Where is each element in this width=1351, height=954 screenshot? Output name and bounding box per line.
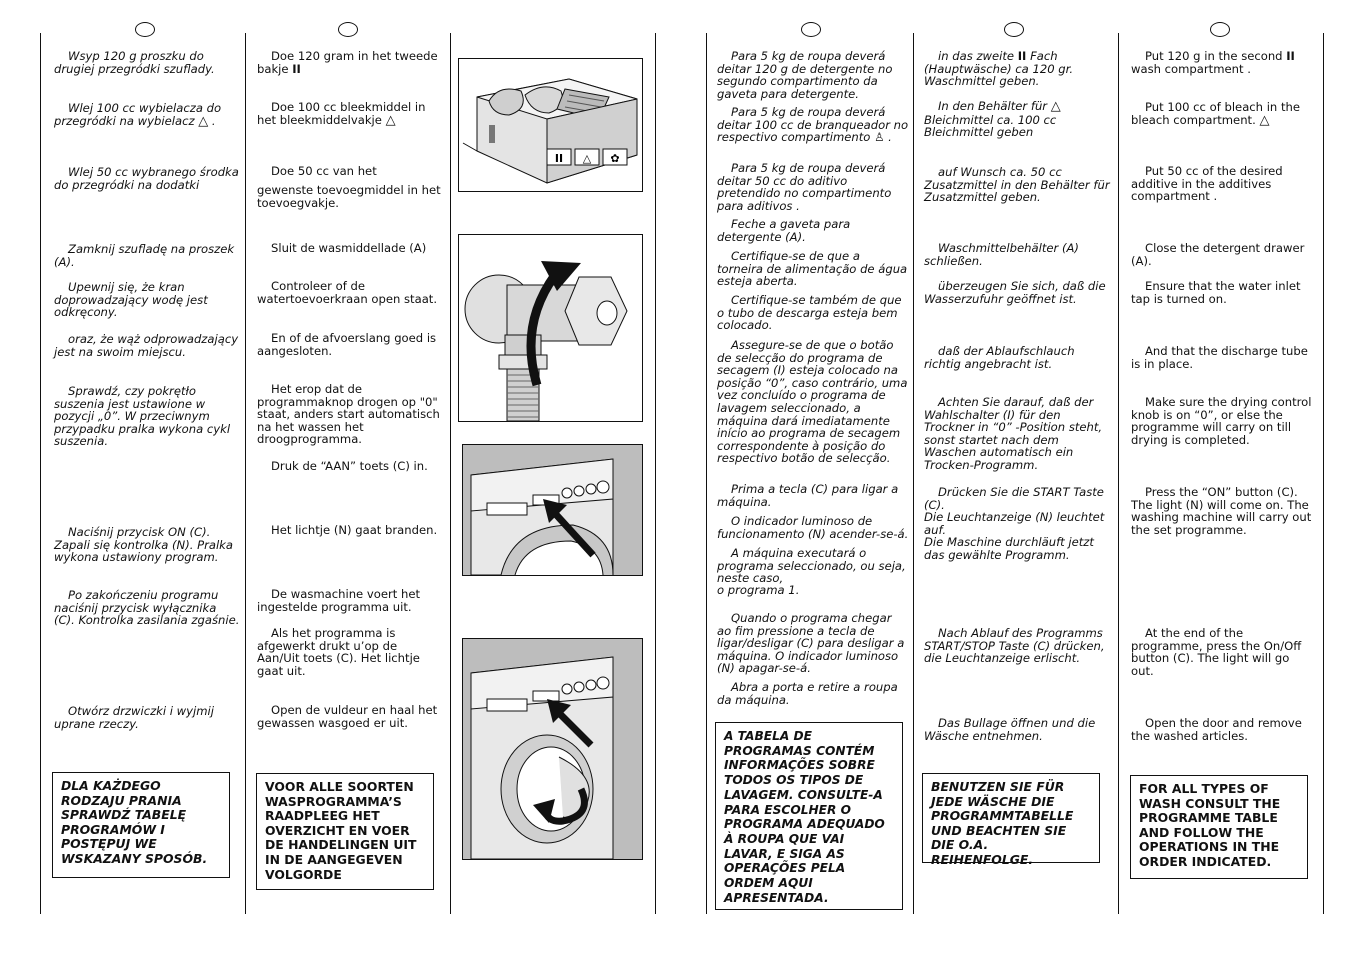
portuguese-note-box: [715, 722, 903, 910]
compartment-mark: II: [1017, 49, 1027, 63]
compartment-mark: II: [292, 61, 301, 76]
pl-step-1: Wsyp 120 g proszku do drugiej przegródki szuflady.: [54, 49, 215, 76]
column-rule: [40, 33, 41, 914]
de-step-1b: Fach (Hauptwäsche) ca 120 gr. Waschmittel geben.: [924, 49, 1074, 89]
dutch-note-box: [256, 773, 434, 890]
pl-step-9: Po zakończeniu programu naciśnij przycisk wyłącznika (C). Kontrolka zasilania zgaśnie.: [54, 588, 240, 628]
pt-step-10: A máquina executará o programa seleccionado, ou seja, neste caso,: [717, 546, 906, 586]
de-step-6: daß der Ablaufschlauch richtig angebracht ist.: [924, 344, 1075, 371]
drawer-label: II: [554, 152, 564, 165]
column-rule: [913, 33, 914, 914]
nl-step-10: De wasmachine voert het ingestelde programma uit.: [257, 587, 420, 614]
pt-step-12: Abra a porta e retire a roupa da máquina.: [717, 680, 898, 707]
language-marker: [135, 22, 155, 37]
en-step-3: Put 50 cc of the desired additive in the additives compartment .: [1131, 164, 1283, 204]
open-door-figure: [462, 638, 643, 860]
pt-step-10b: o programa 1.: [717, 583, 800, 597]
polish-note-text: DLA KAŻDEGO RODZAJU PRANIA SPRAWDŹ TABELĘ PROGRAMÓW I POSTĘPUJ WE WSKAZANY SPOSÓB.: [61, 778, 208, 866]
english-note-text: FOR ALL TYPES OF WASH CONSULT THE PROGRAMME TABLE AND FOLLOW THE OPERATIONS IN THE ORDER INDICATED.: [1139, 781, 1281, 869]
english-column: [1131, 50, 1315, 750]
nl-step-1: Doe 120 gram in het tweede bakje: [257, 49, 438, 76]
de-step-2a: In den Behälter für: [938, 99, 1048, 113]
bleach-triangle-icon: △: [385, 112, 396, 128]
dutch-note-text: VOOR ALLE SOORTEN WASPROGRAMMA’S RAADPLEEG HET OVERZICHT EN VOER DE HANDELINGEN UIT IN DE AANGEGEVEN VOLGORDE: [265, 779, 417, 882]
pt-step-8: Prima a tecla (C) para ligar a máquina.: [717, 482, 899, 509]
nl-step-3a: Doe 50 cc van het: [271, 164, 377, 178]
bleach-triangle-icon: △: [198, 113, 209, 129]
bleach-triangle-icon: △: [1050, 99, 1061, 114]
drawer-label: △: [582, 152, 592, 165]
pt-step-11: Quando o programa chegar ao fim pressione a tecla de ligar/desligar (C) para desligar a máquina. O indicador luminoso (N) apagar-se-á.: [717, 611, 905, 676]
column-rule: [1118, 33, 1119, 914]
de-step-3: auf Wunsch ca. 50 cc Zusatzmittel in den Behälter für Zusatzmittel geben.: [924, 165, 1110, 205]
column-rule: [655, 33, 656, 914]
nl-step-8: Druk de “AAN” toets (C) in.: [271, 459, 428, 473]
bleach-triangle-icon: △: [1259, 112, 1270, 128]
pl-step-5: Upewnij się, że kran doprowadzający wodę jest odkręcony.: [54, 280, 208, 320]
pt-step-5: Certifique-se de que a torneira de alimentação de água esteja aberta.: [717, 249, 908, 289]
de-step-4: Waschmittelbehälter (A) schließen.: [924, 241, 1079, 268]
language-marker: [338, 22, 358, 37]
portuguese-note-text: A TABELA DE PROGRAMAS CONTÉM INFORMAÇÕES SOBRE TODOS OS TIPOS DE LAVAGEM. CONSULTE-A PARA ESCOLHER O PROGRAMA ADEQUADO À ROUPA QUE VAI LAVAR, E SIGA AS OPERAÇÕES PELA ORDEM AQUI APRESENTADA.: [724, 729, 885, 905]
german-note-box: [922, 773, 1100, 867]
en-step-10: Open the door and remove the washed articles.: [1131, 716, 1302, 743]
de-step-10: Das Bullage öffnen und die Wäsche entnehmen.: [924, 716, 1096, 743]
pl-step-6: oraz, że wąż odprowadzający jest na swoim miejscu.: [54, 332, 239, 359]
de-step-8a: Drücken Sie die START Taste (C).: [924, 485, 1104, 512]
column-rule: [1323, 33, 1324, 914]
detergent-drawer-figure: [458, 58, 643, 192]
en-step-9: At the end of the programme, press the On/Off button (C). The light will go out.: [1131, 626, 1302, 678]
pt-step-3: Para 5 kg de roupa deverá deitar 50 cc do aditivo pretendido no compartimento para aditivos: [717, 161, 892, 213]
pt-step-1: Para 5 kg de roupa deverá deitar 120 g de detergente no segundo compartimento da gaveta para detergente.: [717, 49, 893, 101]
pl-step-7: Sprawdź, czy pokrętło suszenia jest ustawione w pozycji „0”. W przeciwnym przypadku pralka wykona cykl suszenia.: [54, 384, 231, 449]
compartment-mark: II: [1286, 49, 1295, 63]
portuguese-column: Para 5 kg de roupa deverá deitar 120 g de detergente no segundo compartimento da gaveta para detergente. Para 5 kg de roupa deverá deitar 100 cc de branqueador no respectivo compartimento ♙ . Para 5 kg de roupa deverá deitar 50 cc do aditivo pretendido no compartimento para aditivos . Feche a gaveta para detergente (A). Certifique-se de que a torneira de alimentação de água esteja aberta. Certifique-se também de que o tubo de descarga esteja bem colocado. Assegure-se de que o botão de selecção do programa de secagem (I) esteja colocado na posição “0”, caso contrário, uma vez concluído o programa de lavagem seleccionado, a máquina dará imediatamente início ao programa de secagem correspondente à posição do respectivo botão de selecção. Prima a tecla (C) para ligar a máquina. O indicador luminoso de funcionamento (N) acender-se-á. A máquina executará o programa seleccionado, ou seja, neste caso, o programa 1. Quando o programa chegar ao fim pressione a tecla de ligar/desligar (C) para desligar a máquina. O indicador luminoso (N) apagar-se-á. Abra a porta e retire a roupa da máquina.: [717, 49, 909, 707]
en-step-1b: wash compartment .: [1131, 61, 1251, 76]
start-button-figure: [462, 444, 643, 576]
polish-note-box: [52, 772, 230, 878]
en-step-7: Make sure the drying control knob is on “0”, or else the programme will carry on till drying is completed.: [1131, 395, 1312, 447]
pl-step-10: Otwórz drzwiczki i wyjmij uprane rzeczy.: [54, 704, 214, 731]
de-step-8b: Die Leuchtanzeige (N) leuchtet auf.: [924, 510, 1105, 537]
pt-step-2: Para 5 kg de roupa deverá deitar 100 cc de branqueador no respectivo compartimento: [717, 105, 909, 145]
en-step-4: Close the detergent drawer (A).: [1131, 241, 1305, 268]
de-step-1a: in das zweite: [938, 49, 1015, 63]
nl-step-6: En of de afvoerslang goed is aangesloten.: [257, 331, 437, 358]
en-step-6: And that the discharge tube is in place.: [1131, 344, 1308, 371]
de-step-8c: Die Maschine durchläuft jetzt das gewählte Programm.: [924, 535, 1094, 562]
de-step-2b: Bleichmittel ca. 100 cc Bleichmittel geben: [924, 112, 1057, 140]
de-step-5: überzeugen Sie sich, daß die Wasserzufuhr geöffnet ist.: [924, 279, 1106, 306]
water-tap-figure: [458, 234, 643, 422]
nl-step-12: Open de vuldeur en haal het gewassen wasgoed er uit.: [257, 703, 438, 730]
en-step-1: Put 120 g in the second: [1145, 49, 1283, 63]
en-step-8: Press the “ON” button (C). The light (N) will come on. The washing machine will carry out the set programme.: [1131, 485, 1312, 537]
nl-step-3b: gewenste toevoegmiddel in het toevoegvakje.: [257, 183, 441, 210]
pl-step-8: Naciśnij przycisk ON (C). Zapali się kontrolka (N). Pralka wykona ustawiony program.: [54, 525, 233, 565]
language-marker: [801, 22, 821, 37]
nl-step-4: Sluit de wasmiddellade (A): [271, 241, 427, 255]
pl-step-3: Wlej 50 cc wybranego środka do przegródki na dodatki: [54, 165, 239, 192]
nl-step-9: Het lichtje (N) gaat branden.: [271, 523, 438, 537]
column-rule: [706, 33, 707, 914]
pt-step-7: Assegure-se de que o botão de selecção do programa de secagem (I) esteja colocado na posição “0”, caso contrário, uma vez concluído o programa de lavagem seleccionado, a máquina dará imediatamente início ao programa de secagem correspondente à posição do respectivo botão de selecção.: [717, 338, 908, 466]
polish-column: Wsyp 120 g proszku do drugiej przegródki szuflady. Wlej 100 cc wybielacza do przegródki na wybielacz △ . Wlej 50 cc wybranego środka do przegródki na dodatki Zamknij szufladę na proszek (A). Upewnij się, że kran doprowadzający wodę jest odkręcony. oraz, że wąż odprowadzający jest na swoim miejscu. Sprawdź, czy pokrętło suszenia jest ustawione w pozycji „0”. W przeciwnym przypadku pralka wykona cykl suszenia. Naciśnij przycisk ON (C). Zapali się kontrolka (N). Pralka wykona ustawiony program. Po zakończeniu programu naciśnij przycisk wyłącznika (C). Kontrolka zasilania zgaśnie. Otwórz drzwiczki i wyjmij uprane rzeczy.: [54, 49, 240, 731]
dutch-column: [257, 50, 443, 770]
nl-step-7: Het erop dat de programmaknop drogen op "0" staat, anders start automatisch na het wassen het droogprogramma.: [257, 382, 440, 447]
pt-step-9: O indicador luminoso de funcionamento (N) acender-se-á.: [717, 514, 909, 541]
drawer-label: ✿: [610, 152, 620, 165]
de-step-7: Achten Sie darauf, daß der Wahlschalter (I) für den Trockner in “0” -Position steht, sonst startet nach dem Waschen automatisch ein Trocken-Programm.: [924, 395, 1103, 472]
language-marker: [1004, 22, 1024, 37]
nl-step-2: Doe 100 cc bleekmiddel in het bleekmiddelvakje: [257, 100, 426, 127]
column-rule: [245, 33, 246, 914]
pl-step-4: Zamknij szufladę na proszek (A).: [54, 242, 235, 269]
column-rule: [450, 33, 451, 914]
german-note-text: BENUTZEN SIE FÜR JEDE WÄSCHE DIE PROGRAMMTABELLE UND BEACHTEN SIE DIE O.A. REIHENFOLGE.: [931, 779, 1074, 867]
english-note-box: [1130, 775, 1308, 879]
nl-step-11: Als het programma is afgewerkt drukt u’op de Aan/Uit toets (C). Het lichtje gaat uit.: [257, 626, 420, 678]
en-step-2: Put 100 cc of bleach in the bleach compartment.: [1131, 100, 1300, 127]
en-step-5: Ensure that the water inlet tap is turned on.: [1131, 279, 1301, 306]
bleach-icon: ♙: [874, 130, 885, 145]
german-column: [924, 50, 1114, 750]
de-step-9: Nach Ablauf des Programms START/STOP Taste (C) drücken, die Leuchtanzeige erlischt.: [924, 626, 1105, 666]
pl-step-2: Wlej 100 cc wybielacza do przegródki na wybielacz: [54, 101, 222, 128]
pt-step-4: Feche a gaveta para detergente (A).: [717, 217, 851, 244]
language-marker: [1210, 22, 1230, 37]
nl-step-5: Controleer of de watertoevoerkraan open staat.: [257, 279, 438, 306]
pt-step-6: Certifique-se também de que o tubo de descarga esteja bem colocado.: [717, 293, 902, 333]
